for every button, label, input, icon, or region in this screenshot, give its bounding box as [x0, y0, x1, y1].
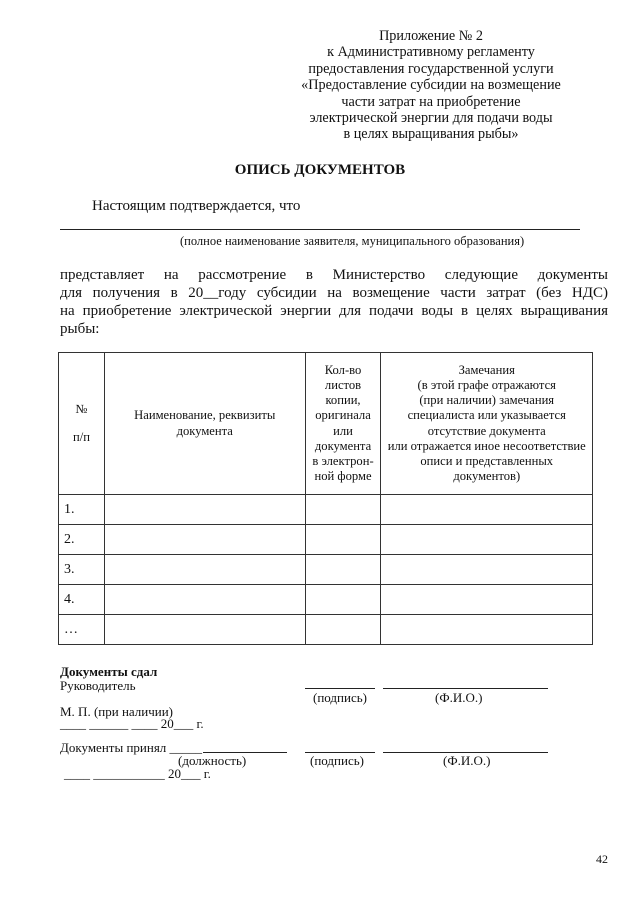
count-cell[interactable]: [305, 585, 381, 615]
table-header-row: [59, 353, 593, 495]
table-row: [59, 495, 593, 525]
name-cell[interactable]: [104, 495, 305, 525]
count-cell[interactable]: [305, 555, 381, 585]
row-number: 3.: [59, 555, 105, 585]
name-cell[interactable]: [104, 555, 305, 585]
name-cell[interactable]: [104, 585, 305, 615]
row-number: …: [59, 615, 105, 645]
remarks-cell[interactable]: [381, 585, 593, 615]
stamp-label: М. П. (при наличии): [60, 704, 174, 719]
documents-table: [58, 352, 593, 645]
applicant-note: (полное наименование заявителя, муниципального образования): [180, 234, 525, 248]
remarks-cell[interactable]: [381, 525, 593, 555]
count-cell[interactable]: [305, 495, 381, 525]
table-row: [59, 585, 593, 615]
table-row: [59, 525, 593, 555]
fio-caption: (Ф.И.О.): [435, 690, 483, 705]
applicant-name-line: [60, 229, 580, 230]
appendix-header: [266, 28, 596, 143]
header-line: части затрат на приобретение: [341, 93, 521, 110]
header-num: № п/п: [59, 353, 105, 495]
date-line[interactable]: ____ ___________ 20___ г.: [64, 766, 211, 781]
remarks-cell[interactable]: [381, 615, 593, 645]
row-number: 1.: [59, 495, 105, 525]
body-line: представляет на рассмотрение в Министерство следующие документы: [60, 267, 608, 283]
count-cell[interactable]: [305, 525, 381, 555]
header-line: в целях выращивания рыбы»: [343, 126, 519, 143]
body-line: для получения в 20__году субсидии на возмещение части затрат (без НДС): [60, 285, 608, 301]
name-cell[interactable]: [104, 525, 305, 555]
head-signature-line[interactable]: [305, 688, 375, 689]
page-number: 42: [596, 852, 608, 866]
document-title: ОПИСЬ ДОКУМЕНТОВ: [234, 162, 406, 178]
table-row: [59, 555, 593, 585]
header-line: к Административному регламенту: [327, 44, 535, 61]
row-number: 4.: [59, 585, 105, 615]
date-line[interactable]: ____ ______ ____ 20___ г.: [60, 716, 204, 731]
submitted-title: Документы сдал: [60, 664, 158, 679]
header-line: предоставления государственной услуги: [308, 60, 554, 77]
sign-caption: (подпись): [313, 690, 367, 705]
header-count: Кол-во листов копии, оригинала или документа в электрон- ной форме: [305, 353, 381, 495]
header-line: электрической энергии для подачи воды: [309, 110, 553, 127]
head-fio-line[interactable]: [383, 688, 548, 689]
body-paragraph: [60, 266, 608, 338]
header-line: «Предоставление субсидии на возмещение: [301, 77, 561, 94]
name-cell[interactable]: [104, 615, 305, 645]
header-name: Наименование, реквизиты документа: [104, 353, 305, 495]
header-line: Приложение № 2: [379, 28, 483, 44]
accepted-label: Документы принял _____: [60, 740, 203, 755]
row-number: 2.: [59, 525, 105, 555]
remarks-cell[interactable]: [381, 495, 593, 525]
header-remarks: Замечания (в этой графе отражаются (при наличии) замечания специалиста или указывается отсутствие документа или отражается иное несоответствие описи и представленных документов): [381, 353, 593, 495]
position-caption: (должность): [178, 753, 247, 768]
sign-caption: (подпись): [310, 753, 364, 768]
fio-caption: (Ф.И.О.): [443, 753, 491, 768]
body-line: рыбы:: [60, 321, 100, 337]
body-line: на приобретение электрической энергии для подачи воды в целях выращивания: [60, 303, 608, 319]
remarks-cell[interactable]: [381, 555, 593, 585]
confirm-text: Настоящим подтверждается, что: [92, 198, 301, 214]
count-cell[interactable]: [305, 615, 381, 645]
head-label: Руководитель: [60, 678, 136, 693]
table-row: [59, 615, 593, 645]
